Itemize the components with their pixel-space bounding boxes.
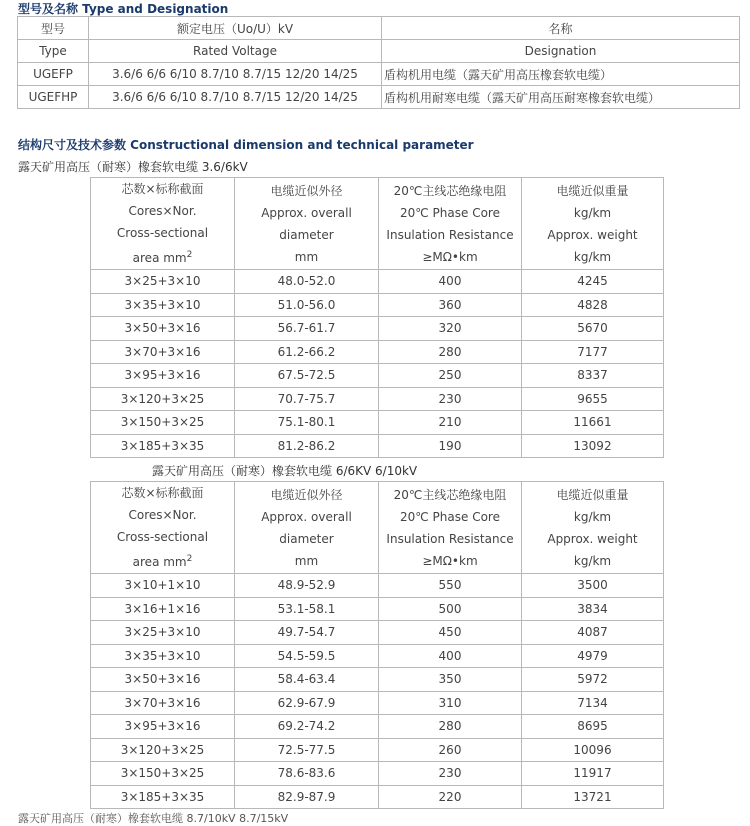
table-row <box>91 668 664 692</box>
header-line: 电缆近似重量 <box>556 487 629 502</box>
diameter-cell: 48.9-52.9 <box>235 574 379 598</box>
resistance-cell: 350 <box>379 668 522 692</box>
table-row <box>91 597 664 621</box>
diameter-cell: 61.2-66.2 <box>235 340 379 364</box>
cores-cell: 3×35+3×10 <box>91 644 235 668</box>
header-line: 电缆近似外径 <box>270 487 343 502</box>
header-line: kg/km <box>573 553 612 568</box>
diameter-cell: 81.2-86.2 <box>235 434 379 458</box>
cores-cell: 3×70+3×16 <box>91 340 235 364</box>
diameter-cell: 62.9-67.9 <box>235 691 379 715</box>
table-header-row <box>18 40 740 63</box>
header-line: 芯数×标称截面 <box>121 182 204 196</box>
header-line: 20℃主线芯绝缘电阻 <box>393 487 507 502</box>
diameter-cell: 54.5-59.5 <box>235 644 379 668</box>
weight-cell: 13092 <box>522 434 664 458</box>
header-weight <box>522 482 664 574</box>
weight-cell: 7134 <box>522 691 664 715</box>
header-line: Approx. weight <box>547 227 638 242</box>
type-designation-table <box>17 16 740 109</box>
resistance-cell: 230 <box>379 762 522 786</box>
header-line: kg/km <box>573 249 612 264</box>
header-line: diameter <box>279 531 334 546</box>
table-header-row <box>18 17 740 40</box>
table-row <box>91 644 664 668</box>
resistance-cell: 450 <box>379 621 522 645</box>
diameter-cell: 82.9-87.9 <box>235 785 379 809</box>
header-weight <box>522 178 664 270</box>
table2-caption: 露天矿用高压（耐寒）橡套软电缆 6/6KV 6/10kV <box>152 464 418 478</box>
weight-cell: 3500 <box>522 574 664 598</box>
cores-cell: 3×95+3×16 <box>91 364 235 388</box>
weight-cell: 8695 <box>522 715 664 739</box>
table-row <box>91 785 664 809</box>
weight-cell: 7177 <box>522 340 664 364</box>
header-line: area $mm^2$ <box>132 554 193 569</box>
header-type-en: Type <box>18 40 89 63</box>
header-line: kg/km <box>573 205 612 220</box>
header-resistance <box>379 482 522 574</box>
cores-cell: 3×185+3×35 <box>91 434 235 458</box>
table-row <box>91 340 664 364</box>
header-line: 芯数×标称截面 <box>121 486 204 500</box>
table1-body <box>91 270 664 458</box>
cores-cell: 3×35+3×10 <box>91 293 235 317</box>
header-line: ≥MΩ•km <box>422 249 478 264</box>
weight-cell: 4087 <box>522 621 664 645</box>
cores-cell: 3×50+3×16 <box>91 668 235 692</box>
table-row <box>91 293 664 317</box>
header-line: Cores×Nor. <box>128 508 197 522</box>
diameter-cell: 75.1-80.1 <box>235 411 379 435</box>
diameter-cell: 67.5-72.5 <box>235 364 379 388</box>
header-cores <box>91 178 235 270</box>
header-line: area $mm^2$ <box>132 250 193 265</box>
table-row <box>91 691 664 715</box>
weight-cell: 11661 <box>522 411 664 435</box>
header-voltage-cn: 额定电压（Uo/U）kV <box>89 17 382 40</box>
header-name-en: Designation <box>382 40 740 63</box>
table-row <box>91 762 664 786</box>
diameter-cell: 72.5-77.5 <box>235 738 379 762</box>
cores-cell: 3×70+3×16 <box>91 691 235 715</box>
type-cell: UGEFHP <box>18 86 89 109</box>
cores-cell: 3×120+3×25 <box>91 738 235 762</box>
weight-cell: 5972 <box>522 668 664 692</box>
header-line: Insulation Resistance <box>386 227 514 242</box>
header-line: diameter <box>279 227 334 242</box>
resistance-cell: 310 <box>379 691 522 715</box>
diameter-cell: 51.0-56.0 <box>235 293 379 317</box>
diameter-cell: 69.2-74.2 <box>235 715 379 739</box>
weight-cell: 9655 <box>522 387 664 411</box>
header-voltage-en: Rated Voltage <box>89 40 382 63</box>
header-diameter <box>235 482 379 574</box>
header-line: 20℃ Phase Core <box>400 509 500 524</box>
header-diameter <box>235 178 379 270</box>
weight-cell: 3834 <box>522 597 664 621</box>
header-line: Cross-sectional <box>116 530 209 544</box>
header-line: Cores×Nor. <box>128 204 197 218</box>
table-row <box>91 715 664 739</box>
resistance-cell: 400 <box>379 270 522 294</box>
voltage-cell: 3.6/6 6/6 6/10 8.7/10 8.7/15 12/20 14/25 <box>89 63 382 86</box>
header-resistance <box>379 178 522 270</box>
header-line: mm <box>294 553 319 568</box>
cores-cell: 3×16+1×16 <box>91 597 235 621</box>
resistance-cell: 230 <box>379 387 522 411</box>
header-line: Approx. overall <box>261 205 352 220</box>
table-row <box>18 86 740 109</box>
table-row <box>91 621 664 645</box>
resistance-cell: 320 <box>379 317 522 341</box>
resistance-cell: 260 <box>379 738 522 762</box>
cores-cell: 3×10+1×10 <box>91 574 235 598</box>
cores-cell: 3×150+3×25 <box>91 762 235 786</box>
name-cell: 盾构机用耐寒电缆（露天矿用高压耐寒橡套软电缆） <box>382 86 740 109</box>
diameter-cell: 78.6-83.6 <box>235 762 379 786</box>
header-line: 20℃主线芯绝缘电阻 <box>393 183 507 198</box>
header-line: 20℃ Phase Core <box>400 205 500 220</box>
resistance-cell: 190 <box>379 434 522 458</box>
diameter-cell: 53.1-58.1 <box>235 597 379 621</box>
resistance-cell: 210 <box>379 411 522 435</box>
table-header-row <box>91 178 664 270</box>
weight-cell: 5670 <box>522 317 664 341</box>
weight-cell: 4979 <box>522 644 664 668</box>
cores-cell: 3×50+3×16 <box>91 317 235 341</box>
resistance-cell: 400 <box>379 644 522 668</box>
header-line: mm <box>294 249 319 264</box>
diameter-cell: 48.0-52.0 <box>235 270 379 294</box>
diameter-cell: 58.4-63.4 <box>235 668 379 692</box>
table-header-row <box>91 482 664 574</box>
resistance-cell: 250 <box>379 364 522 388</box>
table-row <box>91 574 664 598</box>
resistance-cell: 220 <box>379 785 522 809</box>
header-line: Cross-sectional <box>116 226 209 240</box>
spec-table-6kv <box>90 481 664 809</box>
cores-cell: 3×185+3×35 <box>91 785 235 809</box>
header-line: kg/km <box>573 509 612 524</box>
name-cell: 盾构机用电缆（露天矿用高压橡套软电缆） <box>382 63 740 86</box>
header-line: 电缆近似外径 <box>270 183 343 198</box>
spec-table-3.6-6kv <box>90 177 664 458</box>
type-designation-heading: 型号及名称 Type and Designation <box>18 2 229 16</box>
table-row <box>91 387 664 411</box>
table-row <box>91 411 664 435</box>
resistance-cell: 550 <box>379 574 522 598</box>
next-table-caption: 露天矿用高压（耐寒）橡套软电缆 8.7/10kV 8.7/15kV <box>18 812 289 825</box>
header-cores <box>91 482 235 574</box>
voltage-cell: 3.6/6 6/6 6/10 8.7/10 8.7/15 12/20 14/25 <box>89 86 382 109</box>
header-line: Approx. weight <box>547 531 638 546</box>
table-row <box>91 364 664 388</box>
cores-cell: 3×25+3×10 <box>91 270 235 294</box>
table-row <box>91 317 664 341</box>
resistance-cell: 280 <box>379 715 522 739</box>
weight-cell: 4828 <box>522 293 664 317</box>
type-cell: UGEFP <box>18 63 89 86</box>
construction-heading: 结构尺寸及技术参数 Constructional dimension and technical parameter <box>18 138 474 152</box>
header-line: Insulation Resistance <box>386 531 514 546</box>
weight-cell: 13721 <box>522 785 664 809</box>
table-row <box>91 270 664 294</box>
weight-cell: 8337 <box>522 364 664 388</box>
diameter-cell: 49.7-54.7 <box>235 621 379 645</box>
resistance-cell: 360 <box>379 293 522 317</box>
table2-body <box>91 574 664 809</box>
header-line: ≥MΩ•km <box>422 553 478 568</box>
cores-cell: 3×120+3×25 <box>91 387 235 411</box>
weight-cell: 10096 <box>522 738 664 762</box>
table1-caption: 露天矿用高压（耐寒）橡套软电缆 3.6/6kV <box>18 160 248 174</box>
cores-cell: 3×25+3×10 <box>91 621 235 645</box>
resistance-cell: 280 <box>379 340 522 364</box>
table-row <box>91 434 664 458</box>
diameter-cell: 70.7-75.7 <box>235 387 379 411</box>
table-row <box>18 63 740 86</box>
diameter-cell: 56.7-61.7 <box>235 317 379 341</box>
cores-cell: 3×95+3×16 <box>91 715 235 739</box>
weight-cell: 4245 <box>522 270 664 294</box>
table-row <box>91 738 664 762</box>
weight-cell: 11917 <box>522 762 664 786</box>
cores-cell: 3×150+3×25 <box>91 411 235 435</box>
header-line: 电缆近似重量 <box>556 183 629 198</box>
resistance-cell: 500 <box>379 597 522 621</box>
header-type-cn: 型号 <box>18 17 89 40</box>
header-line: Approx. overall <box>261 509 352 524</box>
header-name-cn: 名称 <box>382 17 740 40</box>
